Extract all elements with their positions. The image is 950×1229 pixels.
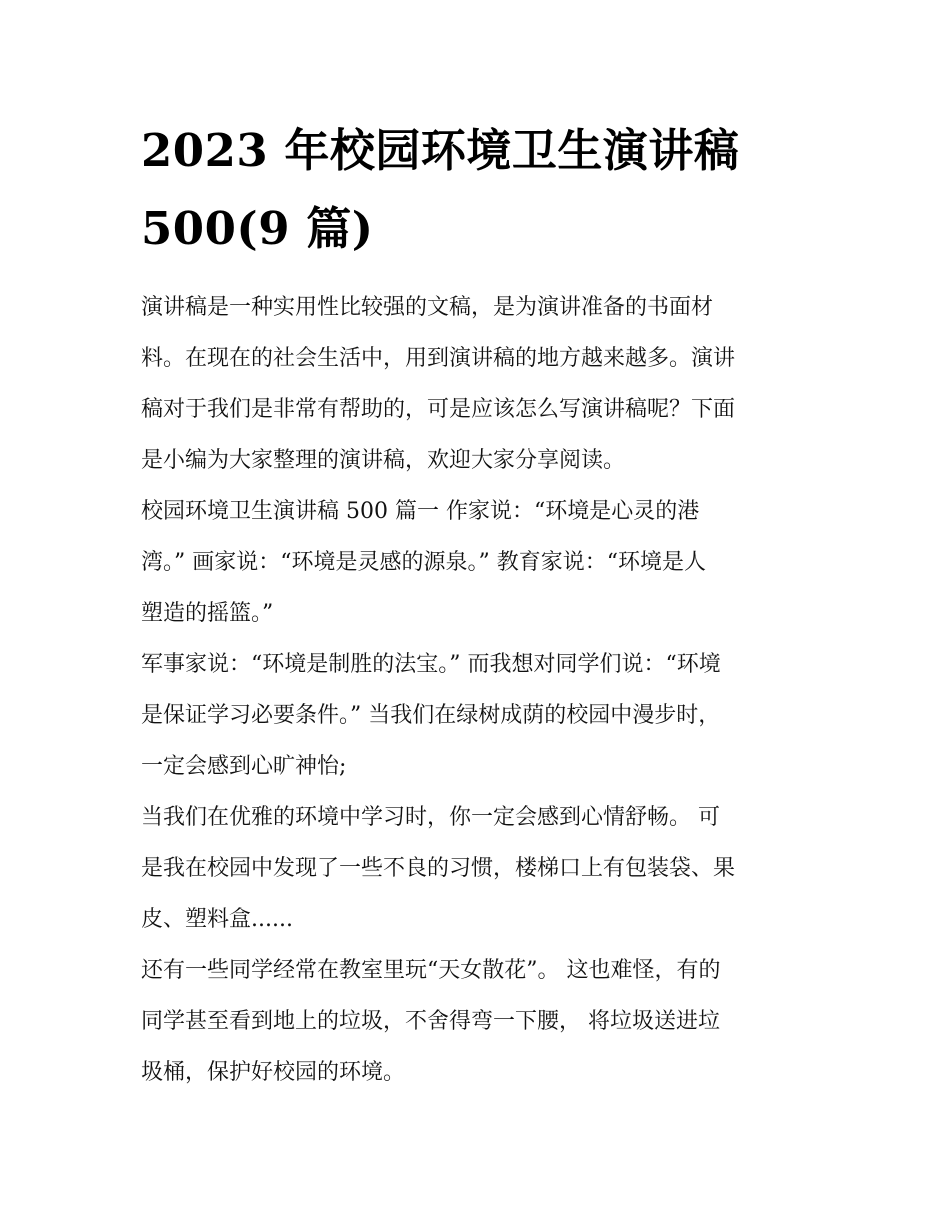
text-line: 演讲稿是一种实用性比较强的文稿，是为演讲准备的书面材 [141, 295, 714, 320]
text-line: 军事家说：“环境是制胜的法宝。” 而我想对同学们说：“环境 [141, 652, 721, 677]
text-line: 圾桶，保护好校园的环境。 [141, 1060, 406, 1085]
title-spacer [141, 268, 821, 282]
document-title [141, 112, 821, 268]
text-line: 同学甚至看到地上的垃圾，不舍得弯一下腰， 将垃圾送进垃 [141, 1009, 720, 1034]
text-line: 塑造的摇篮。” [141, 601, 274, 626]
text-line: 当我们在优雅的环境中学习时，你一定会感到心情舒畅。 可 [141, 805, 720, 830]
body-paragraph [141, 639, 821, 792]
body-paragraph [141, 486, 821, 639]
text-line: 皮、塑料盒...... [141, 907, 293, 932]
text-line: 校园环境卫生演讲稿 500 篇一 作家说：“环境是心灵的港 [141, 499, 700, 524]
title-line: 2023 年校园环境卫生演讲稿 [141, 124, 740, 177]
body-paragraph [141, 792, 821, 945]
body-paragraph [141, 945, 821, 1098]
text-line: 还有一些同学经常在教室里玩“天女散花”。 这也难怪，有的 [141, 958, 721, 983]
text-line: 是我在校园中发现了一些不良的习惯，楼梯口上有包装袋、果 [141, 856, 736, 881]
text-line: 稿对于我们是非常有帮助的，可是应该怎么写演讲稿呢？下面 [141, 397, 736, 422]
text-line: 料。在现在的社会生活中，用到演讲稿的地方越来越多。演讲 [141, 346, 736, 371]
text-line: 一定会感到心旷神怡; [141, 754, 347, 779]
title-line: 500(9 篇) [141, 202, 374, 255]
intro-paragraph [141, 282, 821, 486]
text-line: 是保证学习必要条件。” 当我们在绿树成荫的校园中漫步时， [141, 703, 721, 728]
document-body [141, 112, 821, 1098]
text-line: 湾。” 画家说：“环境是灵感的源泉。” 教育家说：“环境是人 [141, 550, 706, 575]
text-line: 是小编为大家整理的演讲稿，欢迎大家分享阅读。 [141, 448, 626, 473]
